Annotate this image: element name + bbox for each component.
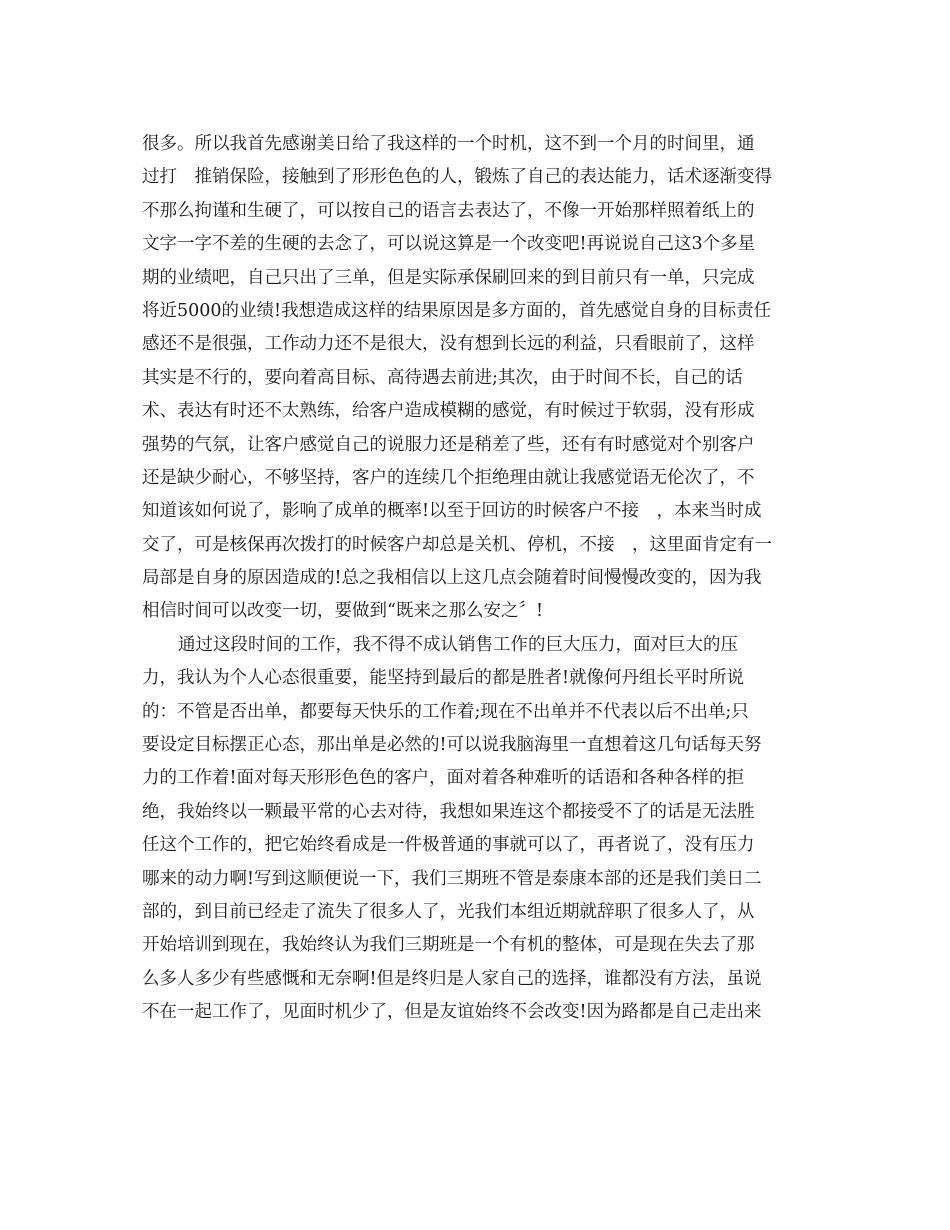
- text-line: 期的业绩吧，自己只出了三单，但是实际承保刷回来的到目前只有一单，只完成: [142, 267, 755, 288]
- text-line: 文字一字不差的生硬的去念了，可以说这算是一个改变吧!再说说自己这3个多星: [142, 234, 756, 255]
- text-line: 任这个工作的，把它始终看成是一件极普通的事就可以了，再者说了，没有压力: [142, 835, 755, 856]
- text-line: 绝，我始终以一颗最平常的心去对待，我想如果连这个都接受不了的话是无法胜: [142, 801, 755, 822]
- text-line: 知道该如何说了，影响了成单的概率!以至于回访的时候客户不接 ，本来当时成: [142, 501, 762, 522]
- text-line: 的：不管是否出单，都要每天快乐的工作着;现在不出单并不代表以后不出单;只: [142, 701, 749, 722]
- text-line: 哪来的动力啊!写到这顺便说一下，我们三期班不管是泰康本部的还是我们美日二: [142, 868, 762, 889]
- text-line: 还是缺少耐心，不够坚持，客户的连续几个拒绝理由就让我感觉语无伦次了，不: [142, 467, 755, 488]
- text-line: 将近5000的业绩!我想造成这样的结果原因是多方面的，首先感觉自身的目标责任: [142, 300, 772, 321]
- text-line: 交了，可是核保再次拨打的时候客户却总是关机、停机，不接 ，这里面肯定有一: [142, 534, 772, 555]
- text-line: 过打 推销保险，接触到了形形色色的人，锻炼了自己的表达能力，话术逐渐变得: [142, 167, 772, 188]
- text-line: 相信时间可以改变一切，要做到“既来之那么安之〞!: [142, 601, 543, 622]
- text-line: 强势的气氛，让客户感觉自己的说服力还是稍差了些，还有有时感觉对个别客户: [142, 434, 755, 455]
- text-line: 通过这段时间的工作，我不得不成认销售工作的巨大压力，面对巨大的压: [178, 634, 738, 655]
- paragraph-1: [142, 128, 822, 629]
- text-line: 要设定目标摆正心态，那出单是必然的!可以说我脑海里一直想着这几句话每天努: [142, 735, 762, 756]
- text-line: 力的工作着!面对每天形形色色的客户，面对着各种难听的话语和各种各样的拒: [142, 768, 745, 789]
- text-line: 不在一起工作了，见面时机少了，但是友谊始终不会改变!因为路都是自己走出来: [142, 1002, 762, 1023]
- text-line: 很多。所以我首先感谢美日给了我这样的一个时机，这不到一个月的时间里，通: [142, 134, 755, 154]
- document-body: [142, 128, 822, 1030]
- text-line: 不那么拘谨和生硬了，可以按自己的语言去表达了，不像一开始那样照着纸上的: [142, 200, 755, 221]
- text-line: 感还不是很强，工作动力还不是很大，没有想到长远的利益，只看眼前了，这样: [142, 334, 755, 355]
- text-line: 其实是不行的，要向着高目标、高待遇去前进;其次，由于时间不长，自己的话: [142, 367, 743, 388]
- text-line: 术、表达有时还不太熟练，给客户造成模糊的感觉，有时候过于软弱，没有形成: [142, 401, 755, 422]
- paragraph-2: [142, 629, 822, 1030]
- text-line: 么多人多少有些感慨和无奈啊!但是终归是人家自己的选择，谁都没有方法，虽说: [142, 968, 762, 989]
- text-line: 局部是自身的原因造成的!总之我相信以上这几点会随着时间慢慢改变的，因为我: [142, 568, 762, 589]
- text-line: 开始培训到现在，我始终认为我们三期班是一个有机的整体，可是现在失去了那: [142, 935, 755, 956]
- text-line: 力，我认为个人心态很重要，能坚持到最后的都是胜者!就像何丹组长平时所说: [142, 668, 745, 689]
- text-line: 部的，到目前已经走了流失了很多人了，光我们本组近期就辞职了很多人了，从: [142, 901, 755, 922]
